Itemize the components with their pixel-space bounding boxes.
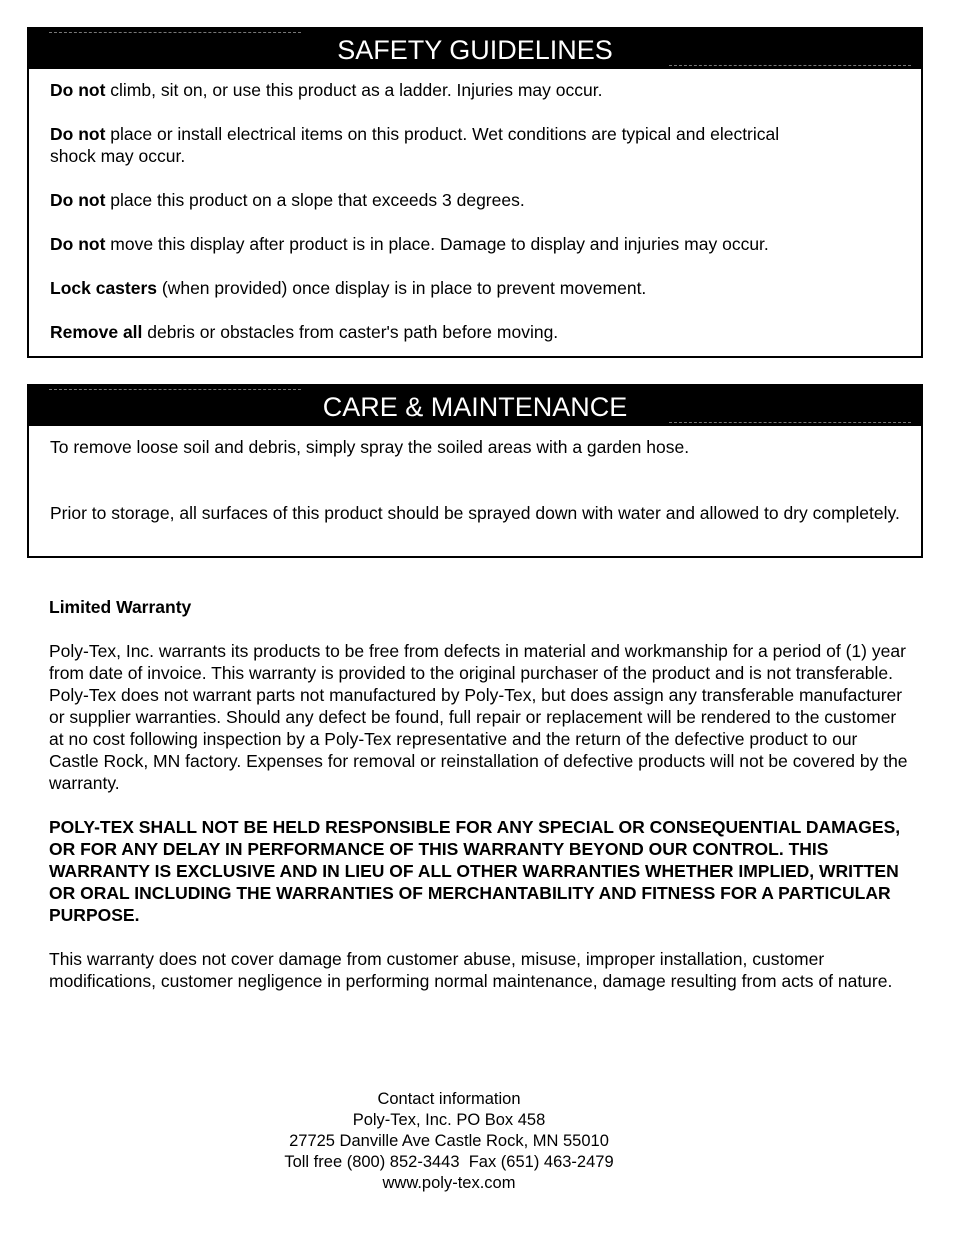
safety-rule — [50, 123, 901, 167]
rule-text: debris or obstacles from caster's path before moving. — [142, 322, 559, 342]
warranty-body: Poly-Tex, Inc. warrants its products to be free from defects in material and workmanship for a period of (1) year from date of invoice. This warranty is provided to the original purchaser of the product and is not transferable. Poly-Tex does not warrant parts not manufactured by Poly-Tex, but does assign any transferable manufacturer or supplier warranties. Should any defect be found, full repair or replacement will be rendered to the customer at no cost following inspection by a Poly-Tex representative and the return of the defective product to our Castle Rock, MN factory. Expenses for removal or reinstallation of defective products will not be covered by the warranty. — [49, 641, 908, 793]
contact-website: www.poly-tex.com — [382, 1174, 516, 1192]
rule-emphasis: Do not — [50, 80, 106, 100]
header-dash-decoration — [49, 389, 301, 390]
warranty-exclusions: This warranty does not cover damage from customer abuse, misuse, improper installation, customer modifications, customer negligence in performing normal maintenance, damage resulting from acts of nature. — [49, 949, 893, 991]
care-instructions — [29, 426, 921, 524]
rule-emphasis: Do not — [50, 124, 106, 144]
safety-rule — [50, 277, 901, 299]
rule-text: (when provided) once display is in place to prevent movement. — [157, 278, 647, 298]
care-maintenance-box — [27, 384, 923, 558]
rule-emphasis: Remove all — [50, 322, 143, 342]
care-paragraph: Prior to storage, all surfaces of this product should be sprayed down with water and allowed to dry completely. — [50, 503, 900, 523]
safety-rules-list — [29, 69, 921, 343]
care-maintenance-header — [29, 386, 921, 426]
rule-text: move this display after product is in place. Damage to display and injuries may occur. — [105, 234, 769, 254]
care-maintenance-title: CARE & MAINTENANCE — [322, 392, 628, 422]
rule-emphasis: Do not — [50, 190, 106, 210]
warranty-title: Limited Warranty — [49, 597, 192, 617]
safety-guidelines-title: SAFETY GUIDELINES — [337, 35, 613, 65]
contact-address-line: 27725 Danville Ave Castle Rock, MN 55010 — [289, 1132, 609, 1150]
care-paragraph: To remove loose soil and debris, simply spray the soiled areas with a garden hose. — [50, 437, 690, 457]
contact-address-line: Poly-Tex, Inc. PO Box 458 — [352, 1111, 546, 1129]
contact-information — [0, 1089, 898, 1194]
rule-emphasis: Lock casters — [50, 278, 158, 298]
safety-rule — [50, 321, 901, 343]
safety-rule — [50, 189, 901, 211]
header-dash-decoration — [49, 32, 301, 33]
header-dash-decoration — [669, 65, 911, 66]
safety-guidelines-box — [27, 27, 923, 358]
rule-text: place or install electrical items on this product. Wet conditions are typical and electrical shock may occur. — [50, 124, 780, 166]
warranty-disclaimer: POLY-TEX SHALL NOT BE HELD RESPONSIBLE FOR ANY SPECIAL OR CONSEQUENTIAL DAMAGES, OR FOR ANY DELAY IN PERFORMANCE OF THIS WARRANTY BEYOND OUR CONTROL. THIS WARRANTY IS EXCLUSIVE AND IN LIEU OF ALL OTHER WARRANTIES WHETHER IMPLIED, WRITTEN OR ORAL INCLUDING THE WARRANTIES OF MERCHANTABILITY AND FITNESS FOR A PARTICULAR PURPOSE. — [49, 817, 901, 925]
safety-rule — [50, 79, 901, 101]
safety-rule — [50, 233, 901, 255]
rule-emphasis: Do not — [50, 234, 106, 254]
limited-warranty-section — [49, 596, 909, 1014]
contact-heading: Contact information — [377, 1090, 521, 1108]
rule-text: place this product on a slope that exceeds 3 degrees. — [105, 190, 525, 210]
contact-phone-line: Toll free (800) 852-3443 Fax (651) 463-2479 — [284, 1153, 614, 1171]
header-dash-decoration — [669, 422, 911, 423]
rule-text: climb, sit on, or use this product as a ladder. Injuries may occur. — [105, 80, 603, 100]
safety-guidelines-header — [29, 29, 921, 69]
